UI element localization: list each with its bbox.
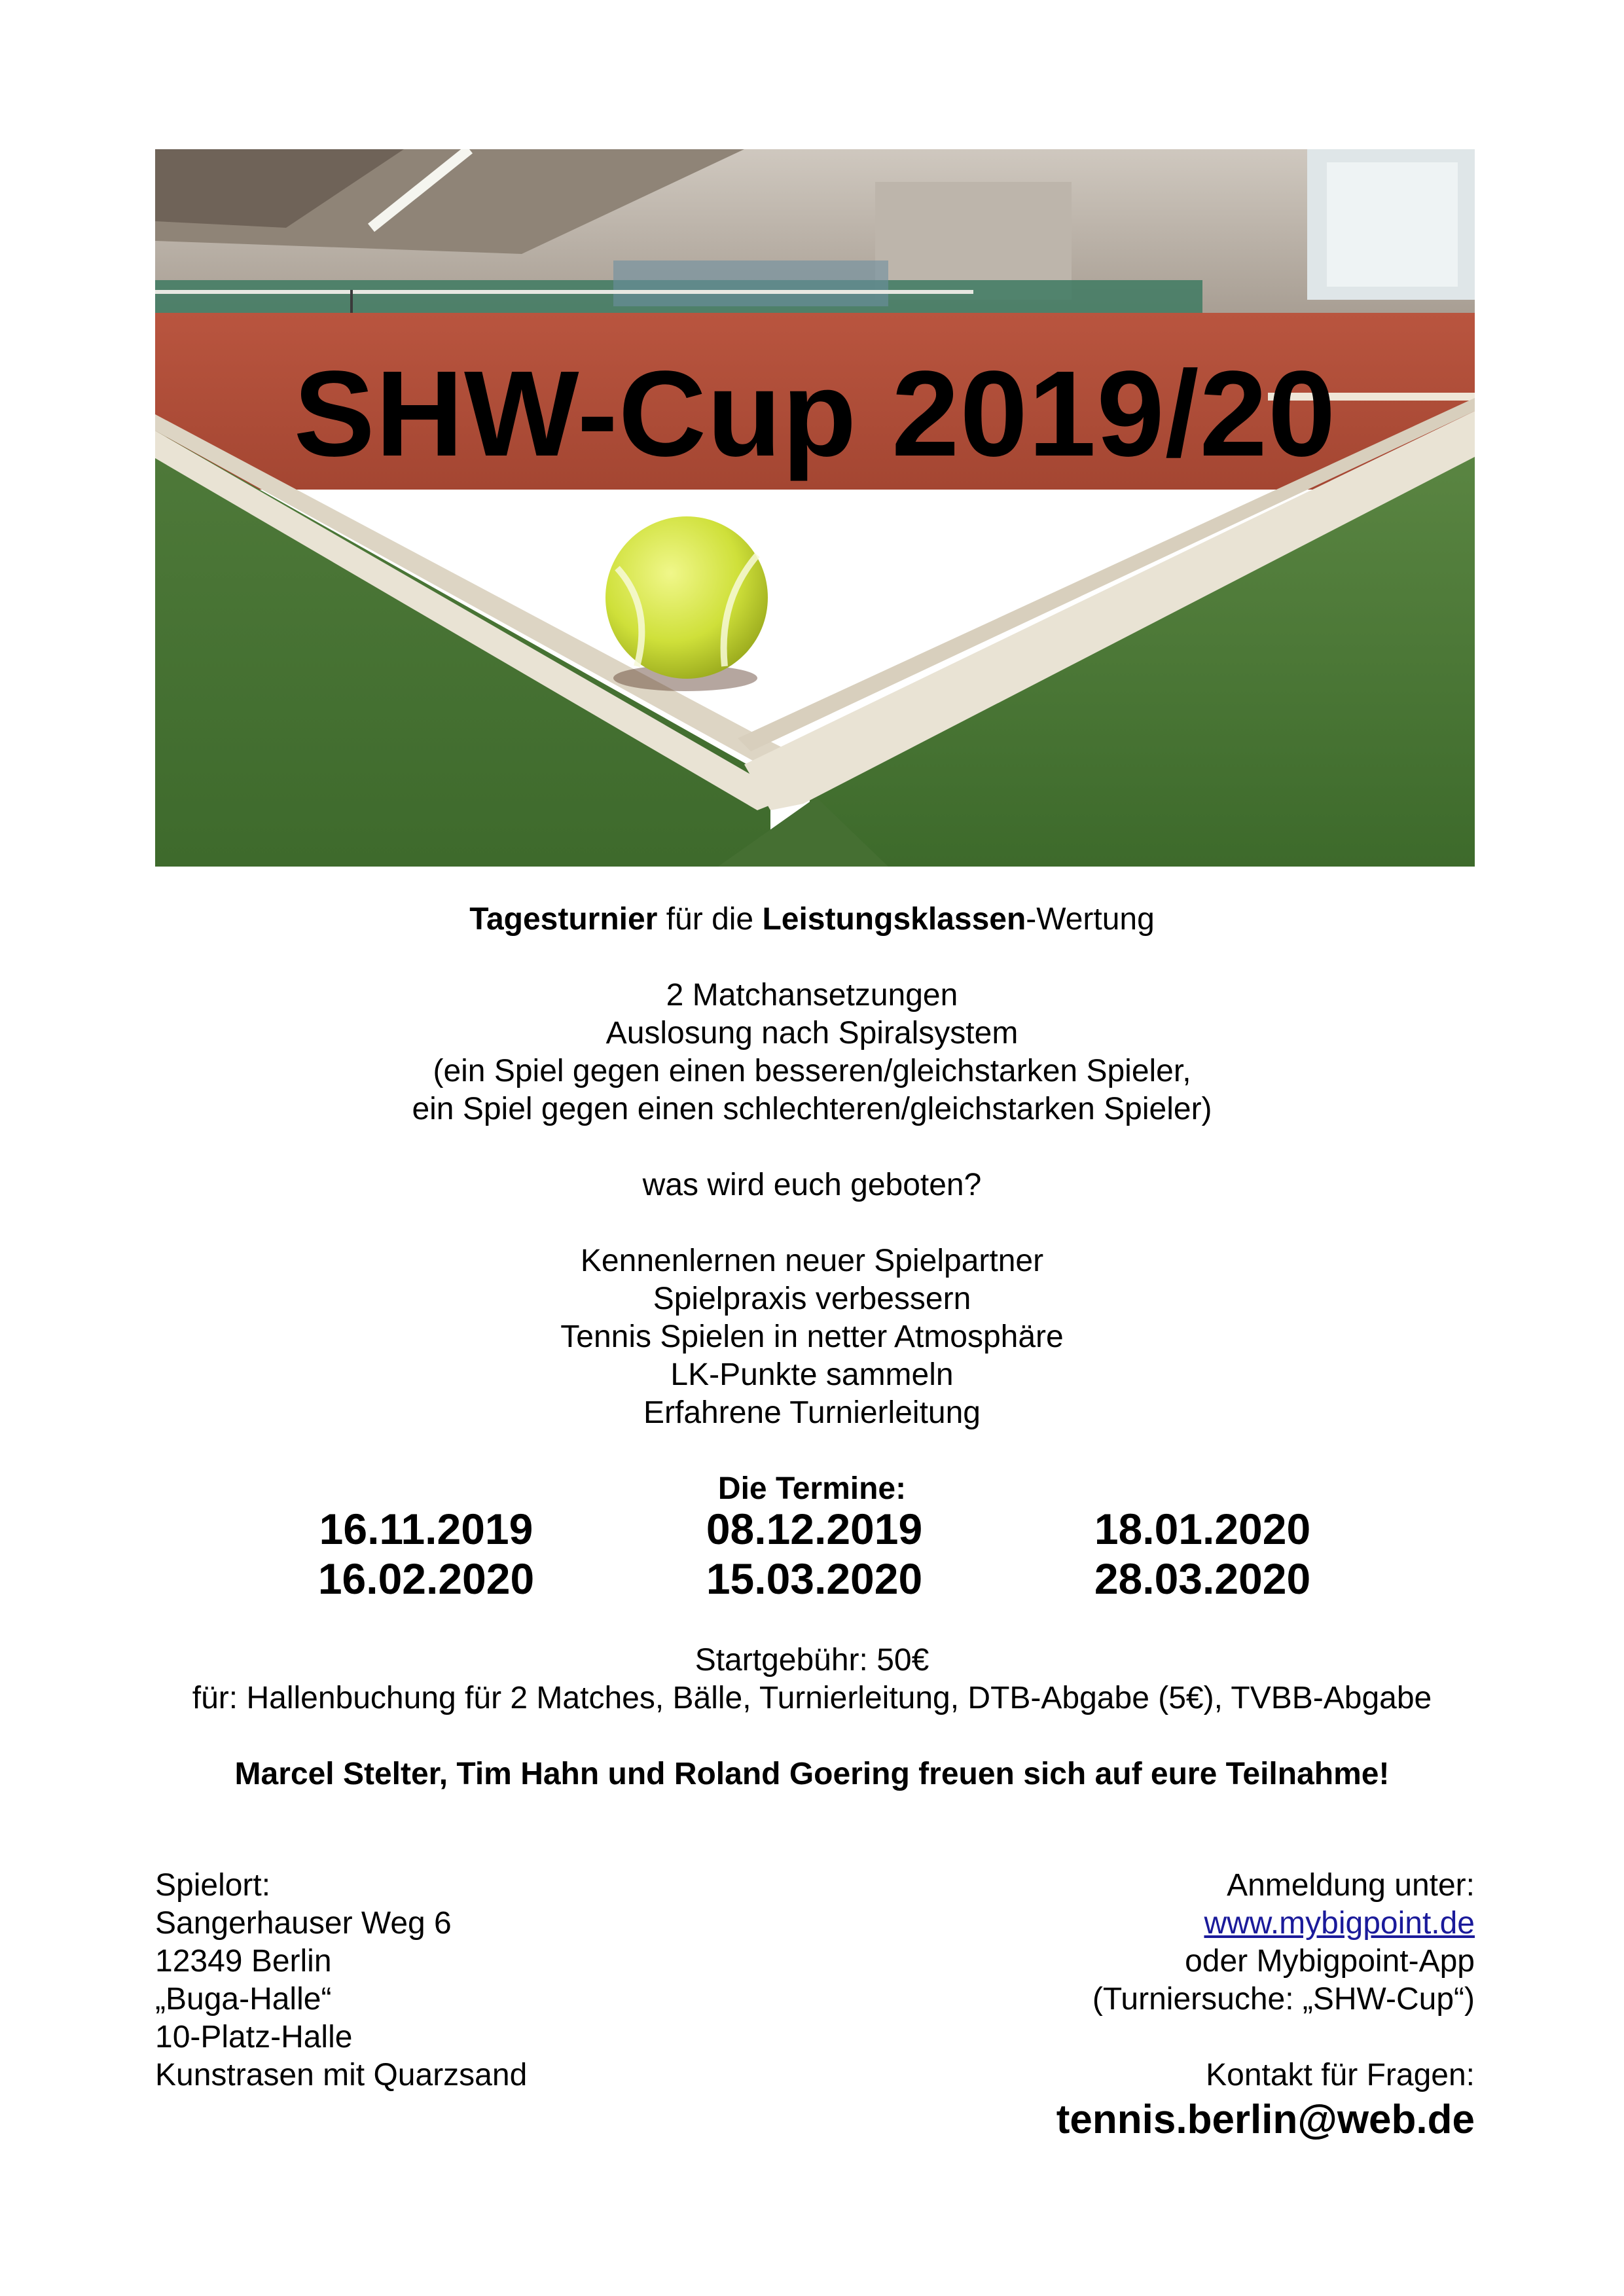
date-item: 16.11.2019 [319,1505,533,1553]
registration-search: (Turniersuche: „SHW-Cup“) [1092,1982,1475,2017]
fee-details: für: Hallenbuchung für 2 Matches, Bälle, Turnierleitung, DTB-Abgabe (5€), TVBB-Abgabe [192,1681,1432,1715]
registration-link[interactable]: www.mybigpoint.de [1204,1906,1475,1941]
organizers-line: Marcel Stelter, Tim Hahn und Roland Goering freuen sich auf eure Teilnahme! [234,1757,1390,1791]
poster-title: SHW-Cup 2019/20 [293,346,1337,482]
venue-line: Sangerhauser Weg 6 [155,1906,452,1941]
intro-bold-3: Leistungsklassen [762,902,1026,937]
offer-item: LK-Punkte sammeln [670,1357,954,1392]
venue-line: „Buga-Halle“ [155,1982,332,2017]
offer-item: Erfahrene Turnierleitung [643,1395,981,1430]
fee-block [0,1641,1624,1793]
info-block [0,901,1624,1508]
date-item: 08.12.2019 [706,1505,923,1553]
registration-block [1056,1867,1475,2143]
offer-question: was wird euch geboten? [642,1168,982,1202]
format-line: ein Spiel gegen einen schlechteren/gleichstarken Spieler) [412,1092,1212,1126]
dates-row [0,1554,1624,1604]
offer-item: Kennenlernen neuer Spielpartner [580,1244,1044,1278]
tennis-court-photo [155,149,1475,867]
registration-app: oder Mybigpoint-App [1185,1944,1475,1979]
venue-label: Spielort: [155,1868,271,1903]
offer-item: Tennis Spielen in netter Atmosphäre [560,1319,1064,1354]
format-line: Auslosung nach Spiralsystem [605,1016,1019,1050]
hero-image [155,149,1475,867]
intro-line [0,901,1624,939]
intro-text-2: für die [657,902,763,937]
intro-bold-1: Tagesturnier [469,902,658,937]
dates-row [0,1504,1624,1554]
schedule-dates [0,1504,1624,1604]
venue-line: 12349 Berlin [155,1944,332,1979]
contact-email[interactable]: tennis.berlin@web.de [1056,2097,1475,2142]
date-item: 15.03.2020 [706,1554,923,1603]
registration-label: Anmeldung unter: [1227,1868,1475,1903]
date-item: 18.01.2020 [1094,1505,1311,1553]
intro-text-4: -Wertung [1026,902,1155,937]
date-item: 16.02.2020 [317,1554,535,1603]
date-item: 28.03.2020 [1094,1554,1311,1603]
format-line: (ein Spiel gegen einen besseren/gleichstarken Spieler, [433,1054,1191,1088]
format-line: 2 Matchansetzungen [666,978,958,1013]
venue-line: 10-Platz-Halle [155,2020,353,2054]
contact-label: Kontakt für Fragen: [1206,2058,1475,2092]
fee-line: Startgebühr: 50€ [695,1643,929,1677]
venue-line: Kunstrasen mit Quarzsand [155,2058,528,2092]
schedule-heading: Die Termine: [717,1471,907,1506]
offer-item: Spielpraxis verbessern [653,1282,971,1316]
venue-block [155,1867,527,2094]
